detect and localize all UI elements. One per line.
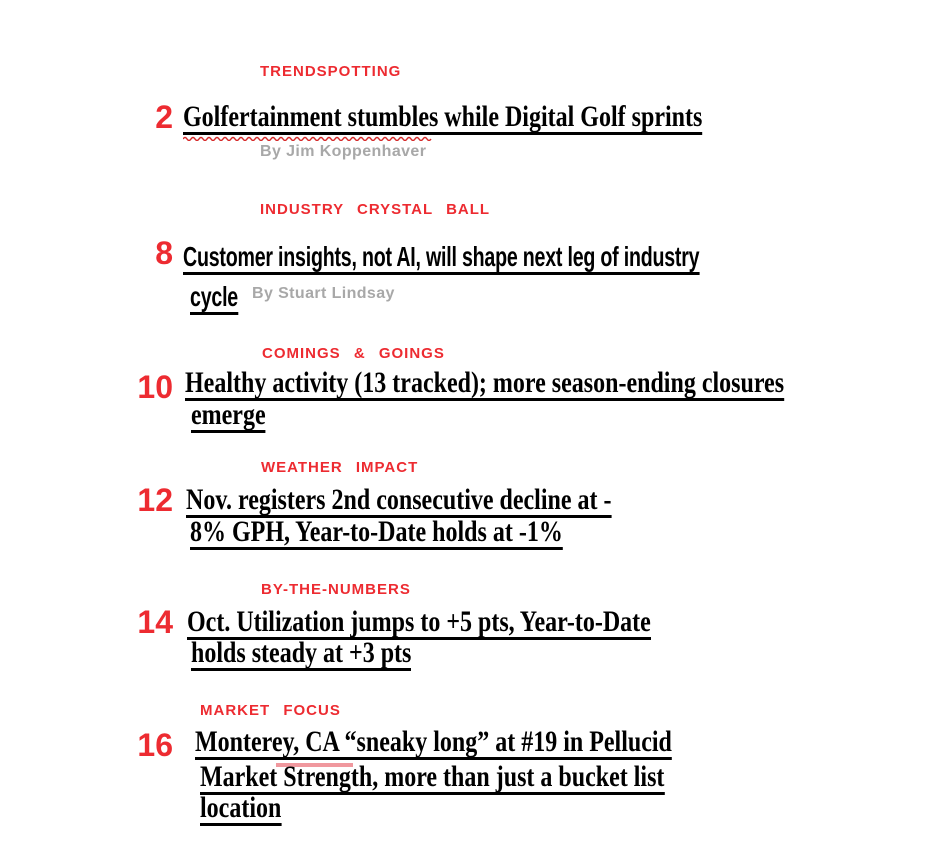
page-number-16[interactable]: 16	[137, 727, 173, 763]
article-title-oct-utilization-line2[interactable]: holds steady at +3 pts	[191, 636, 412, 669]
article-title-monterey-line1[interactable]: Monterey, CA “sneaky long” at #19 in Pellucid	[195, 725, 672, 758]
section-kicker-by-the-numbers: BY-THE-NUMBERS	[261, 581, 411, 598]
article-title-customer-insights-line1[interactable]: Customer insights, not AI, will shape next leg of industry	[183, 244, 921, 275]
page-number-12[interactable]: 12	[137, 482, 173, 518]
article-title-customer-insights-line2[interactable]: cycle	[190, 284, 259, 315]
article-title-nov-registers-line2[interactable]: 8% GPH, Year-to-Date holds at -1%	[190, 515, 563, 548]
author-byline-lindsay: By Stuart Lindsay	[252, 285, 395, 302]
article-title-monterey-line3[interactable]: location	[200, 791, 282, 824]
page-number-10[interactable]: 10	[137, 369, 173, 405]
page-number-14[interactable]: 14	[137, 604, 173, 640]
section-kicker-market-focus: MARKET FOCUS	[200, 702, 341, 719]
section-kicker-trendspotting: TRENDSPOTTING	[260, 63, 402, 80]
spellcheck-squiggle	[183, 136, 437, 141]
section-kicker-comings-goings: COMINGS & GOINGS	[262, 345, 445, 362]
page-number-2[interactable]: 2	[155, 99, 173, 135]
article-title-monterey-line2[interactable]: Market Strength, more than just a bucket list	[200, 760, 665, 793]
article-title-healthy-activity-line2[interactable]: emerge	[191, 398, 266, 431]
author-byline-koppenhaver: By Jim Koppenhaver	[260, 143, 427, 160]
article-title-golfertainment[interactable]: Golfertainment stumbles while Digital Golf sprints	[183, 100, 703, 133]
section-kicker-weather-impact: WEATHER IMPACT	[261, 459, 419, 476]
article-title-healthy-activity-line1[interactable]: Healthy activity (13 tracked); more season-ending closures	[185, 366, 785, 399]
article-title-nov-registers-line1[interactable]: Nov. registers 2nd consecutive decline at -	[186, 483, 612, 516]
page-number-8[interactable]: 8	[155, 235, 173, 271]
section-kicker-industry-crystal-ball: INDUSTRY CRYSTAL BALL	[260, 201, 491, 218]
article-title-oct-utilization-line1[interactable]: Oct. Utilization jumps to +5 pts, Year-to-Date	[187, 605, 651, 638]
